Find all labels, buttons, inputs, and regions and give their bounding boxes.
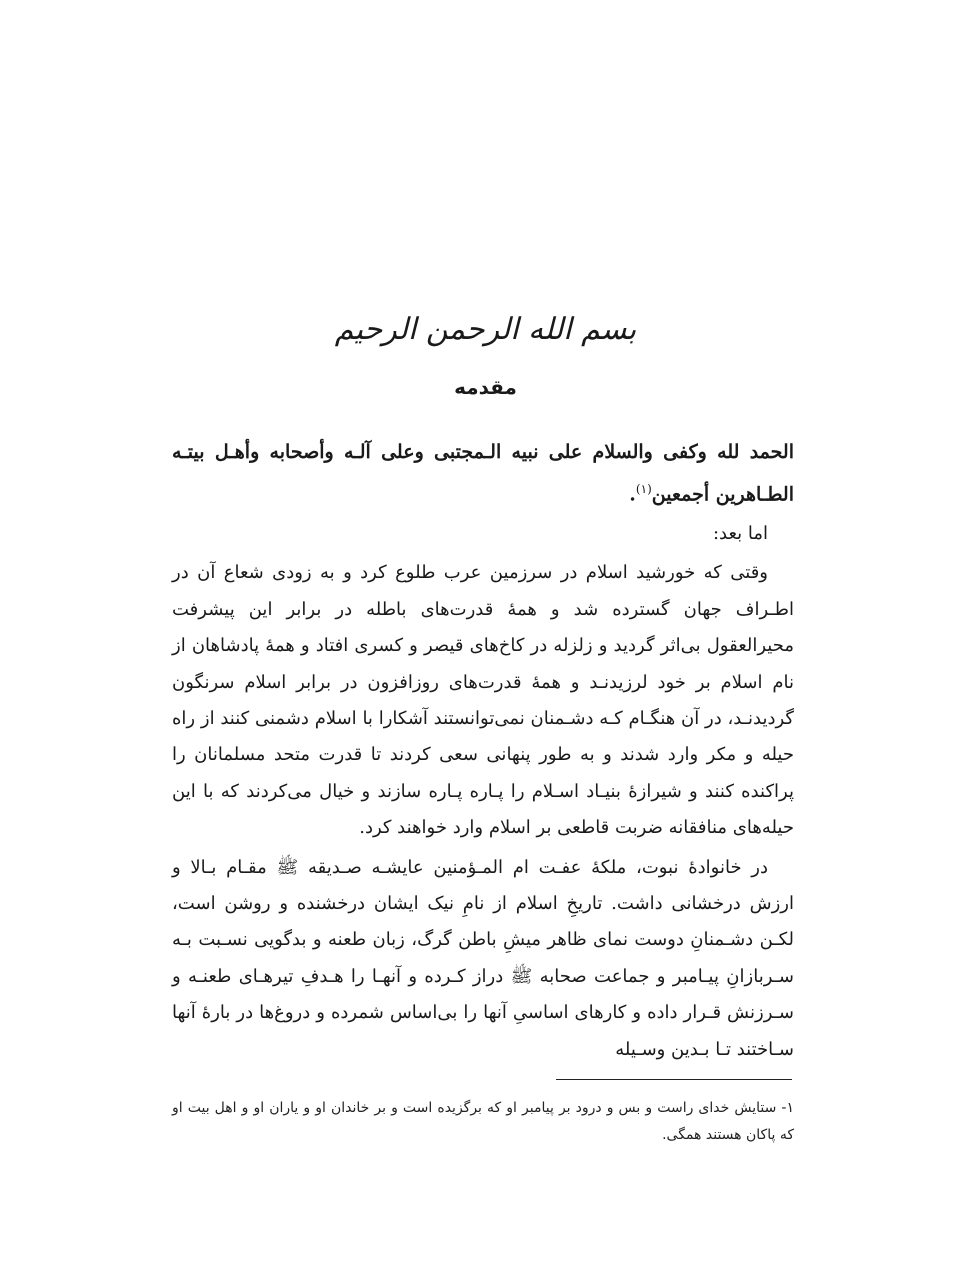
body-text	[172, 516, 794, 1068]
paragraph-1: وقتی که خورشید اسلام در سرزمین عرب طلوع کرد و به زودی شعاع آن در اطـراف جهان گسترده شد و همۀ قدرت‌های باطله در برابر این پیشرفت محیرالعقول بی‌اثر گردید و زلزله در کاخ‌های قیصر و کسری افتاد و همۀ پادشاهان از نام اسلام بر خود لرزیدنـد و همۀ قدرت‌های روزافزون در برابر اسلام سرنگون گردیدنـد، در آن هنگـام کـه دشـمنان نمی‌توانستند آشکارا با اسلام دشمنی کنند از راه حیله و مکر وارد شدند و به طور پنهانی سعی کردند تا قدرت متحد مسلمانان را پراکنده کنند و شیرازۀ بنیـاد اسـلام را پـاره پـاره سازند و خیال می‌کردند که با این حیله‌های منافقانه ضربت قاطعی بر اسلام وارد خواهند کرد.	[172, 562, 794, 839]
paragraph-2: در خانوادۀ نبوت، ملکۀ عفـت ام المـؤمنین عایشـه صـدیقه ﷺ مقـام بـالا و ارزش درخشانی داشت. تاریخِ اسلام از نامِ نیک ایشان درخشنده و روشن است، لکـن دشـمنانِ دوست نمای ظاهر میشِ باطن گرگ، زبان طعنه و بدگویی نسـبت بـه سـربازانِ پیـامبر و جماعت صحابه ﷺ دراز کـرده و آنهـا را هـدفِ تیرهـای طعنـه و سـرزنش قـرار داده و کارهای اساسیِ آنها را بی‌اساس شمرده و دروغ‌ها در بارۀ آنها سـاختند تـا بـدین وسـیله	[172, 856, 794, 1060]
page-title: مقدمه	[454, 375, 517, 399]
footnote-reference[interactable]: (١)	[635, 482, 652, 496]
opening-invocation	[172, 434, 794, 513]
paragraph-amma-bad: اما بعد:	[712, 523, 768, 544]
basmala-heading: بسم الله الرحمن الرحيم	[334, 312, 637, 347]
footnote-divider	[556, 1079, 792, 1080]
opening-end: .	[629, 483, 636, 506]
footnote: ١- ستایش خدای راست و بس و درود بر پیامبر او که برگزیده است و بر خاندان او و یاران او و اهل بیت او که پاکان هستند همگی.	[172, 1100, 794, 1143]
opening-text: الحمد لله وكفى والسلام على نبيه الـمجتبى وعلى آلـه وأصحابه وأهـل بيتـه الطـاهرين أجمعين	[172, 441, 794, 506]
